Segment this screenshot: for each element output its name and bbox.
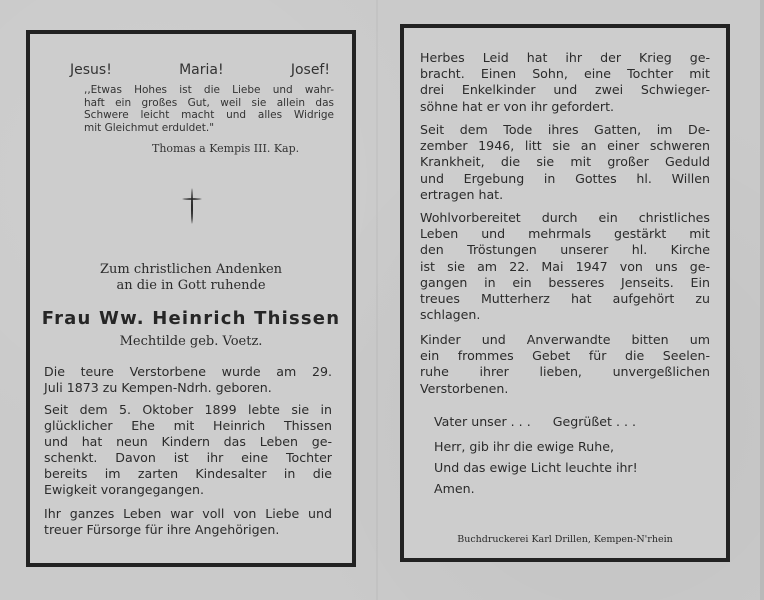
marriage-paragraph	[44, 402, 332, 498]
text-line: Juli 1873 zu Kempen-Ndrh. geboren.	[44, 380, 272, 395]
prayer-line: Herr, gib ihr die ewige Ruhe,	[434, 439, 614, 454]
prayer-gegruesset: Gegrüßet . . .	[552, 414, 637, 429]
paper-edge	[760, 0, 764, 600]
text-line: Ihr ganzes Leben war voll von Liebe und	[44, 506, 332, 521]
quote-author: Thomas a Kempis III. Kap.	[152, 142, 300, 155]
deceased-name: Frau Ww. Heinrich Thissen	[41, 308, 341, 329]
text-line: bereits im zarten Kindesalter in die	[44, 466, 332, 481]
prayer-vater-unser: Vater unser . . .	[434, 414, 531, 429]
text-line: den Tröstungen unserer hl. Kirche	[420, 242, 710, 258]
invocation	[70, 62, 330, 78]
closing-prayer	[434, 436, 694, 499]
quote	[84, 84, 334, 134]
war-paragraph	[420, 50, 710, 115]
quote-line: Schwere leicht macht und alles Widrige	[84, 109, 334, 122]
text-line: drei Enkelkinder und zwei Schwieger-	[420, 82, 710, 98]
text-line: Herbes Leid hat ihr der Krieg ge-	[420, 50, 710, 65]
text-line: Seit dem 5. Oktober 1899 lebte sie in	[44, 402, 332, 417]
left-panel	[26, 30, 356, 567]
text-line: glücklicher Ehe mit Heinrich Thissen	[44, 418, 332, 433]
prayer-line: Und das ewige Licht leuchte ihr!	[434, 460, 638, 475]
text-line: und Ergebung in Gottes hl. Willen	[420, 170, 710, 186]
cross-icon	[180, 186, 204, 226]
text-line: ein frommes Gebet für die Seelen-	[420, 348, 710, 364]
text-line: Die teure Verstorbene wurde am 29.	[44, 364, 332, 379]
intro-line-1: Zum christlichen Andenken	[99, 262, 283, 277]
text-line: Leben und mehrmals gestärkt mit	[420, 226, 710, 242]
text-line: Seit dem Tode ihres Gatten, im De-	[420, 122, 710, 137]
text-line: treuer Fürsorge für ihre Angehörigen.	[44, 522, 280, 537]
maiden-name: Mechtilde geb. Voetz.	[119, 334, 263, 349]
death-paragraph	[420, 210, 710, 323]
card-fold	[376, 0, 378, 600]
right-panel	[400, 24, 730, 562]
text-line: söhne hat er von ihr gefordert.	[420, 98, 615, 114]
request-paragraph	[420, 332, 710, 397]
text-line: zember 1946, litt sie an einer schweren	[420, 138, 710, 154]
text-line: ruhe ihrer lieben, unvergeßlichen	[420, 364, 710, 380]
text-line: ist sie am 22. Mai 1947 von uns ge-	[420, 258, 710, 274]
illness-paragraph	[420, 122, 710, 203]
text-line: gangen in ein besseres Jenseits. Ein	[420, 274, 710, 290]
text-line: Kinder und Anverwandte bitten um	[420, 332, 710, 347]
quote-line: ,,Etwas Hohes ist die Liebe und wahr-	[84, 84, 334, 96]
text-line: bracht. Einen Sohn, eine Tochter mit	[420, 66, 710, 82]
birth-paragraph	[44, 364, 332, 396]
prayer-row	[434, 414, 694, 429]
text-line: Wohlvorbereitet durch ein christliches	[420, 210, 710, 225]
quote-line: mit Gleichmut erduldet."	[84, 121, 215, 134]
quote-line: haft ein großes Gut, weil sie allein das	[84, 96, 334, 109]
text-line: und hat neun Kindern das Leben ge-	[44, 434, 332, 449]
text-line: Ewigkeit vorangegangen.	[44, 482, 204, 497]
invocation-jesus: Jesus!	[70, 62, 112, 78]
intro-line-2: an die in Gott ruhende	[116, 278, 266, 293]
text-line: Krankheit, die sie mit großer Geduld	[420, 154, 710, 170]
prayer-line: Amen.	[434, 481, 475, 496]
text-line: schenkt. Davon ist ihr eine Tochter	[44, 450, 332, 465]
text-line: schlagen.	[420, 307, 481, 323]
invocation-josef: Josef!	[290, 62, 330, 78]
life-paragraph	[44, 506, 332, 538]
text-line: ertragen hat.	[420, 186, 504, 202]
printer-imprint: Buchdruckerei Karl Drillen, Kempen-N'rhein	[457, 534, 673, 545]
text-line: Verstorbenen.	[420, 380, 509, 396]
text-line: treues Mutterherz hat aufgehört zu	[420, 290, 710, 306]
invocation-maria: Maria!	[179, 62, 224, 78]
